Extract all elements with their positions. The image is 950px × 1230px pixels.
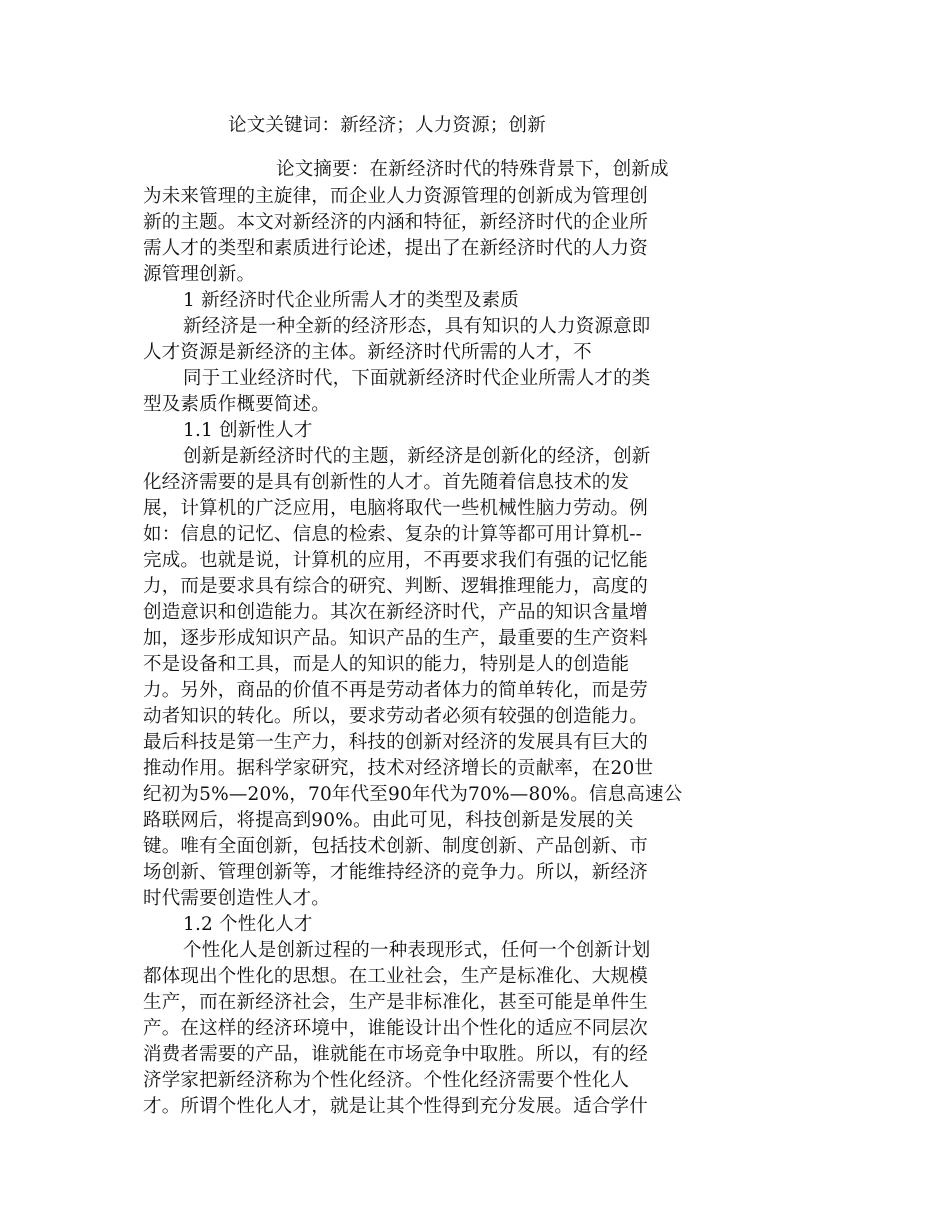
paragraph-line: 场创新、管理创新等，才能维持经济的竞争力。所以，新经济 [143,862,648,883]
paragraph-line: 最后科技是第一生产力，科技的创新对经济的发展具有巨大的 [143,732,648,753]
paragraph-line: 产。在这样的经济环境中，谁能设计出个性化的适应不同层次 [143,1018,648,1039]
paragraph-line: 完成。也就是说，计算机的应用，不再要求我们有强的记忆能 [143,550,648,571]
paragraph-line: 力，而是要求具有综合的研究、判断、逻辑推理能力，高度的 [143,576,648,597]
paragraph-line: 展，计算机的广泛应用，电脑将取代一些机械性脑力劳动。例 [143,498,648,519]
paragraph-line: 人才资源是新经济的主体。新经济时代所需的人才，不 [143,342,592,363]
paragraph-line: 如：信息的记忆、信息的检索、复杂的计算等都可用计算机-- [143,524,643,545]
paragraph-line: 消费者需要的产品，谁就能在市场竞争中取胜。所以，有的经 [143,1044,648,1065]
paragraph-line: 创新是新经济时代的主题，新经济是创新化的经济，创新 [183,446,651,467]
keywords-line: 论文关键词：新经济；人力资源；创新 [228,115,546,136]
abstract-line: 源管理创新。 [143,264,256,285]
paragraph-line: 创造意识和创造能力。其次在新经济时代，产品的知识含量增 [143,602,648,623]
section-heading-1: 1 新经济时代企业所需人才的类型及素质 [183,290,519,311]
paragraph-line: 键。唯有全面创新，包括技术创新、制度创新、产品创新、市 [143,836,648,857]
paragraph-line: 加，逐步形成知识产品。知识产品的生产，最重要的生产资料 [143,628,648,649]
section-heading-1-1: 1.1 创新性人才 [183,420,313,441]
abstract-line: 需人才的类型和素质进行论述，提出了在新经济时代的人力资 [143,238,648,259]
abstract-line: 新的主题。本文对新经济的内涵和特征，新经济时代的企业所 [143,212,648,233]
paragraph-line: 动者知识的转化。所以，要求劳动者必须有较强的创造能力。 [143,706,648,727]
paragraph-line: 推动作用。据科学家研究，技术对经济增长的贡献率，在20世 [143,758,654,779]
paragraph-line: 济学家把新经济称为个性化经济。个性化经济需要个性化人 [143,1070,630,1091]
paragraph-line: 力。另外，商品的价值不再是劳动者体力的简单转化，而是劳 [143,680,648,701]
abstract-line: 论文摘要：在新经济时代的特殊背景下，创新成 [276,159,669,180]
paragraph-line: 不是设备和工具，而是人的知识的能力，特别是人的创造能 [143,654,630,675]
section-heading-1-2: 1.2 个性化人才 [183,914,313,935]
paragraph-line: 型及素质作概要简述。 [143,394,331,415]
paragraph-line: 化经济需要的是具有创新性的人才。首先随着信息技术的发 [143,472,630,493]
abstract-line: 为未来管理的主旋律，而企业人力资源管理的创新成为管理创 [143,186,648,207]
paragraph-line: 路联网后，将提高到90%。由此可见，科技创新是发展的关 [143,810,634,831]
paragraph-line: 都体现出个性化的思想。在工业社会，生产是标准化、大规模 [143,966,648,987]
paragraph-line: 生产，而在新经济社会，生产是非标准化，甚至可能是单件生 [143,992,648,1013]
paragraph-line: 才。所谓个性化人才，就是让其个性得到充分发展。适合学什 [143,1096,648,1117]
paragraph-line: 新经济是一种全新的经济形态，具有知识的人力资源意即 [183,316,651,337]
paragraph-line: 纪初为5%—20%，70年代至90年代为70%—80%。信息高速公 [143,784,683,805]
paragraph-line: 同于工业经济时代，下面就新经济时代企业所需人才的类 [183,368,651,389]
paragraph-line: 个性化人是创新过程的一种表现形式，任何一个创新计划 [183,940,651,961]
paragraph-line: 时代需要创造性人才。 [143,888,331,909]
